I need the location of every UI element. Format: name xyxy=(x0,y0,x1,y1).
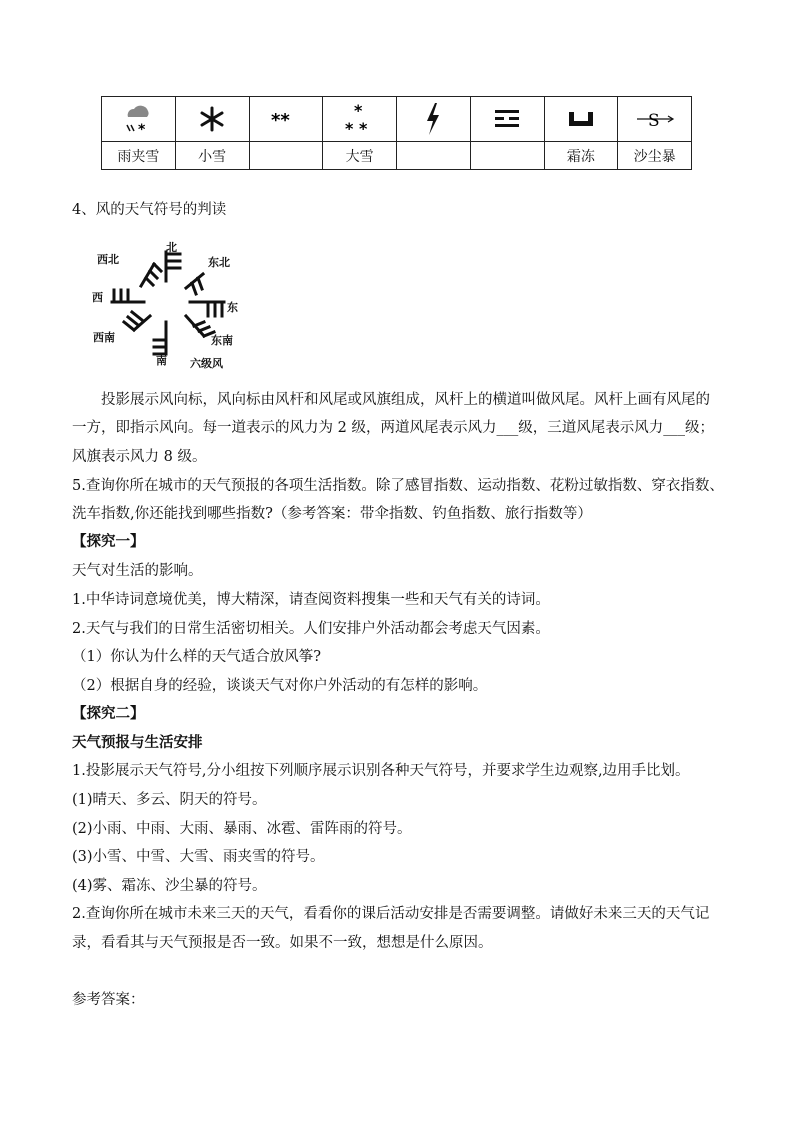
heavy-snow-icon xyxy=(342,101,378,137)
sleet-symbol-cell xyxy=(102,97,176,142)
wind-section-heading: 4、风的天气符号的判读 xyxy=(72,202,227,218)
symbol-label: 大雪 xyxy=(323,142,397,170)
fog-icon xyxy=(493,108,521,130)
direction-east-label: 东 xyxy=(227,301,238,314)
explore2-title: 【探究二】 xyxy=(72,705,145,722)
fog-symbol-cell xyxy=(470,97,544,142)
explore2-question-1b: (2)小雨、中雨、大雨、暴雨、冰雹、雷阵雨的符号。 xyxy=(72,821,412,837)
item5-line-2: 洗车指数,你还能找到哪些指数?（参考答案：带伞指数、钓鱼指数、旅行指数等） xyxy=(72,506,592,522)
explore2-question-1: 1.投影展示天气符号,分小组按下列顺序展示识别各种天气符号，并要求学生边观察,边用手比划。 xyxy=(72,763,690,779)
frost-icon xyxy=(567,109,595,129)
moderate-snow-icon xyxy=(269,109,303,129)
light-snow-symbol-cell xyxy=(175,97,249,142)
explore1-title: 【探究一】 xyxy=(72,533,145,550)
explore2-question-1a: (1)晴天、多云、阴天的符号。 xyxy=(72,792,267,808)
explore2-question-1c: (3)小雪、中雪、大雪、雨夹雪的符号。 xyxy=(72,849,325,865)
symbol-label: 沙尘暴 xyxy=(618,142,692,170)
sandstorm-icon xyxy=(635,107,675,131)
svg-text:S: S xyxy=(647,111,660,131)
answer-label: 参考答案： xyxy=(72,992,145,1008)
explore1-question-1: 1.中华诗词意境优美，博大精深，请查阅资料搜集一些和天气有关的诗词。 xyxy=(72,592,550,608)
explore2-question-2-line-2: 录，看看其与天气预报是否一致。如果不一致，想想是什么原因。 xyxy=(72,935,493,951)
heavy-snow-symbol-cell xyxy=(323,97,397,142)
lightning-icon xyxy=(423,102,443,136)
symbol-label xyxy=(470,142,544,170)
wind-paragraph-line-3: 风旗表示风力 8 级。 xyxy=(72,449,207,465)
sandstorm-symbol-cell xyxy=(618,97,692,142)
explore1-question-2: 2.天气与我们的日常生活密切相关。人们安排户外活动都会考虑天气因素。 xyxy=(72,621,550,637)
symbol-label xyxy=(397,142,471,170)
lightning-symbol-cell xyxy=(397,97,471,142)
explore2-subtitle: 天气预报与生活安排 xyxy=(72,734,203,751)
explore2-question-2-line-1: 2.查询你所在城市未来三天的天气，看看你的课后活动安排是否需要调整。请做好未来三天的天气记 xyxy=(72,906,710,922)
direction-northwest-label: 西北 xyxy=(97,253,119,266)
symbol-label: 雨夹雪 xyxy=(102,142,176,170)
direction-north-label: 北 xyxy=(166,241,177,254)
svg-text:*: * xyxy=(353,101,362,120)
item5-line-1: 5.查询你所在城市的天气预报的各项生活指数。除了感冒指数、运动指数、花粉过敏指数、穿衣指数、 xyxy=(72,478,724,494)
weather-symbol-table xyxy=(101,96,692,170)
explore1-subtitle: 天气对生活的影响。 xyxy=(72,563,203,579)
symbol-label: 霜冻 xyxy=(544,142,618,170)
moderate-snow-symbol-cell xyxy=(249,97,323,142)
wind-level-caption: 六级风 xyxy=(190,357,223,370)
sleet-icon xyxy=(118,101,158,137)
wind-paragraph-line-2: 一方，即指示风向。每一道表示的风力为 2 级，两道风尾表示风力___级，三道风尾表示风力___级； xyxy=(72,420,714,436)
explore2-question-1d: (4)雾、霜冻、沙尘暴的符号。 xyxy=(72,878,267,894)
explore1-question-2b: （2）根据自身的经验，谈谈天气对你户外活动的有怎样的影响。 xyxy=(72,678,488,694)
symbol-label xyxy=(249,142,323,170)
wind-paragraph-line-1: 投影展示风向标，风向标由风杆和风尾或风旗组成，风杆上的横道叫做风尾。风杆上画有风尾的 xyxy=(101,392,710,408)
wind-direction-figure xyxy=(86,236,246,372)
direction-south-label: 南 xyxy=(156,354,167,367)
direction-northeast-label: 东北 xyxy=(208,256,230,269)
light-snow-icon xyxy=(197,104,227,134)
direction-southeast-label: 东南 xyxy=(211,334,233,347)
direction-west-label: 西 xyxy=(92,291,103,304)
svg-text:* *: * * xyxy=(344,119,367,137)
symbol-label: 小雪 xyxy=(175,142,249,170)
svg-text:**: ** xyxy=(270,110,290,129)
direction-southwest-label: 西南 xyxy=(93,331,115,344)
explore1-question-2a: （1）你认为什么样的天气适合放风筝? xyxy=(72,649,321,665)
svg-text:*: * xyxy=(138,122,146,137)
frost-symbol-cell xyxy=(544,97,618,142)
